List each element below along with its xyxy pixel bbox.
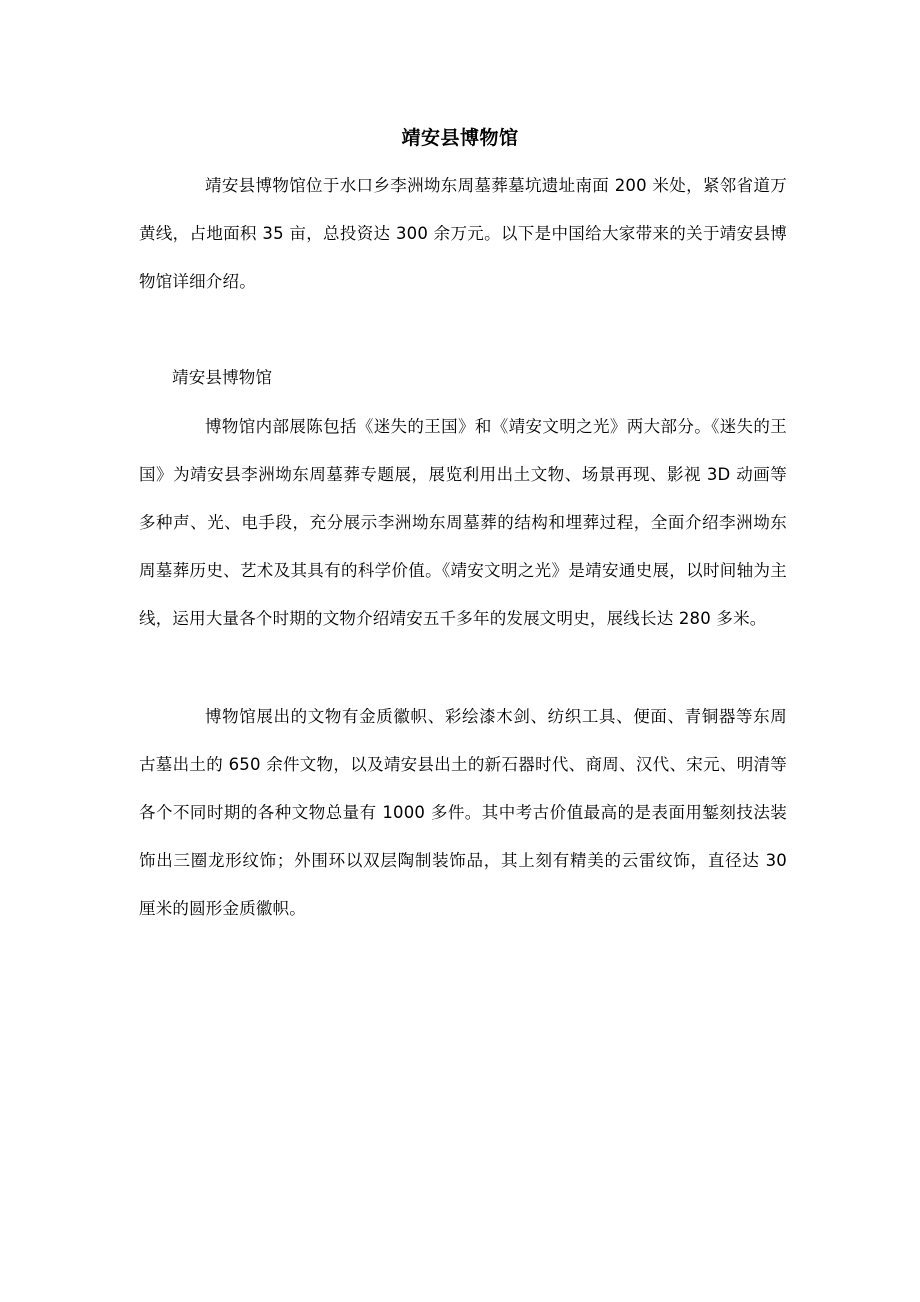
document-title: 靖安县博物馆 [401, 127, 519, 149]
intro-paragraph: 靖安县博物馆位于水口乡李洲坳东周墓葬墓坑遗址南面 200 米处，紧邻省道万黄线，占地面积 35 亩，总投资达 300 余万元。以下是中国给大家带来的关于靖安县博物馆详细介绍。 [139, 176, 787, 291]
body-paragraph: 博物馆内部展陈包括《迷失的王国》和《靖安文明之光》两大部分。《迷失的王国》为靖安县李洲坳东周墓葬专题展，展览利用出土文物、场景再现、影视 3D 动画等多种声、光、电手段，充分展示李洲坳东周墓葬的结构和埋葬过程，全面介绍李洲坳东周墓葬历史、艺术及其具有的科学价值。《靖安文明之光》是靖安通史展，以时间轴为主线，运用大量各个时期的文物介绍靖安五千多年的发展文明史，展线长达 280 多米。 [139, 417, 787, 628]
section-subheading: 靖安县博物馆 [172, 368, 273, 387]
body-paragraph: 博物馆展出的文物有金质徽帜、彩绘漆木剑、纺织工具、便面、青铜器等东周古墓出土的 650 余件文物，以及靖安县出土的新石器时代、商周、汉代、宋元、明清等各个不同时期的各种文物总量有 1000 多件。其中考古价值最高的是表面用錾刻技法装饰出三圈龙形纹饰；外围环以双层陶制装饰品，其上刻有精美的云雷纹饰，直径达 30 厘米的圆形金质徽帜。 [139, 707, 787, 918]
